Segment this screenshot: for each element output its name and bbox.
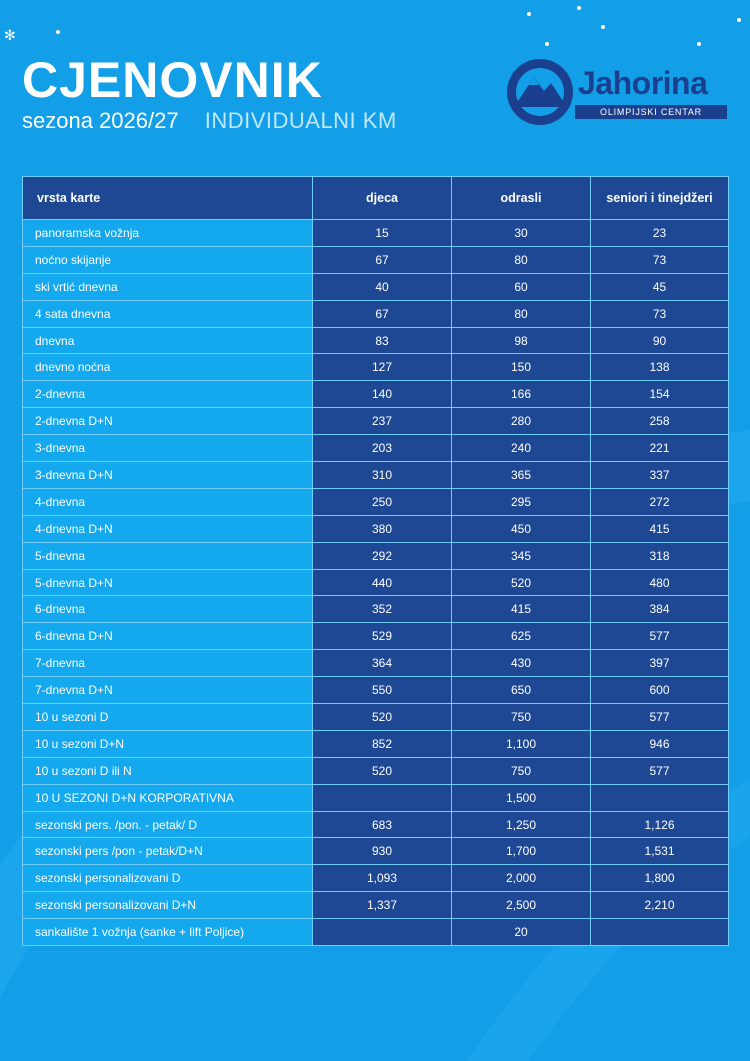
adults-price-cell: 1,500 xyxy=(452,784,591,811)
ticket-type-cell: 10 u sezoni D xyxy=(23,704,313,731)
adults-price-cell: 625 xyxy=(452,623,591,650)
ticket-type-cell: 3-dnevna D+N xyxy=(23,462,313,489)
table-header-row xyxy=(23,177,729,220)
ticket-type-cell: 2-dnevna xyxy=(23,381,313,408)
star-dot-decoration xyxy=(601,25,605,29)
seniors-teens-price-cell xyxy=(591,919,729,946)
mountain-logo-icon xyxy=(503,55,577,129)
ticket-type-cell: ski vrtić dnevna xyxy=(23,273,313,300)
children-price-cell: 140 xyxy=(313,381,452,408)
star-dot-decoration xyxy=(56,30,60,34)
star-dot-decoration xyxy=(577,6,581,10)
adults-price-cell: 750 xyxy=(452,757,591,784)
table-row xyxy=(23,327,729,354)
children-price-cell: 520 xyxy=(313,757,452,784)
table-row xyxy=(23,435,729,462)
ticket-type-cell: sezonski pers. /pon. - petak/ D xyxy=(23,811,313,838)
price-table xyxy=(22,176,729,946)
table-row xyxy=(23,408,729,435)
seniors-teens-price-cell: 1,126 xyxy=(591,811,729,838)
snowflake-icon: ✻ xyxy=(4,27,16,43)
children-price-cell: 683 xyxy=(313,811,452,838)
seniors-teens-price-cell: 318 xyxy=(591,542,729,569)
page-title: CJENOVNIK xyxy=(22,52,323,108)
children-price-cell: 310 xyxy=(313,462,452,489)
children-price-cell: 67 xyxy=(313,246,452,273)
ticket-type-cell: sankalište 1 vožnja (sanke + lift Poljice) xyxy=(23,919,313,946)
table-row xyxy=(23,246,729,273)
seniors-teens-price-cell: 73 xyxy=(591,246,729,273)
seniors-teens-price-cell: 946 xyxy=(591,730,729,757)
ticket-type-cell: 7-dnevna xyxy=(23,650,313,677)
adults-price-cell: 1,250 xyxy=(452,811,591,838)
adults-price-cell: 280 xyxy=(452,408,591,435)
seniors-teens-price-cell: 45 xyxy=(591,273,729,300)
children-price-cell: 550 xyxy=(313,677,452,704)
children-price-cell: 529 xyxy=(313,623,452,650)
children-price-cell: 852 xyxy=(313,730,452,757)
seniors-teens-price-cell: 577 xyxy=(591,704,729,731)
ticket-type-cell: 5-dnevna xyxy=(23,542,313,569)
seniors-teens-price-cell: 1,531 xyxy=(591,838,729,865)
children-price-cell: 352 xyxy=(313,596,452,623)
adults-price-cell: 345 xyxy=(452,542,591,569)
seniors-teens-price-cell: 258 xyxy=(591,408,729,435)
children-price-cell: 40 xyxy=(313,273,452,300)
season-label: sezona 2026/27 xyxy=(22,108,179,133)
children-price-cell: 67 xyxy=(313,300,452,327)
table-row xyxy=(23,650,729,677)
ticket-type-cell: 7-dnevna D+N xyxy=(23,677,313,704)
adults-price-cell: 98 xyxy=(452,327,591,354)
adults-price-cell: 2,500 xyxy=(452,892,591,919)
adults-price-cell: 20 xyxy=(452,919,591,946)
ticket-type-cell: 6-dnevna D+N xyxy=(23,623,313,650)
children-price-cell: 83 xyxy=(313,327,452,354)
seniors-teens-price-cell: 2,210 xyxy=(591,892,729,919)
adults-price-cell: 450 xyxy=(452,515,591,542)
table-row xyxy=(23,381,729,408)
adults-price-cell: 166 xyxy=(452,381,591,408)
table-row xyxy=(23,488,729,515)
children-price-cell: 203 xyxy=(313,435,452,462)
seniors-teens-price-cell: 337 xyxy=(591,462,729,489)
ticket-type-cell: 10 u sezoni D ili N xyxy=(23,757,313,784)
seniors-teens-price-cell xyxy=(591,784,729,811)
table-row xyxy=(23,892,729,919)
star-dot-decoration xyxy=(737,18,741,22)
table-row xyxy=(23,273,729,300)
adults-price-cell: 365 xyxy=(452,462,591,489)
table-row xyxy=(23,865,729,892)
seniors-teens-price-cell: 23 xyxy=(591,220,729,247)
column-header-ticket-type: vrsta karte xyxy=(23,177,313,220)
table-row xyxy=(23,784,729,811)
star-dot-decoration xyxy=(545,42,549,46)
table-row xyxy=(23,623,729,650)
ticket-type-cell: 2-dnevna D+N xyxy=(23,408,313,435)
table-row xyxy=(23,300,729,327)
children-price-cell: 364 xyxy=(313,650,452,677)
ticket-type-cell: sezonski personalizovani D+N xyxy=(23,892,313,919)
ticket-type-cell: 6-dnevna xyxy=(23,596,313,623)
seniors-teens-price-cell: 221 xyxy=(591,435,729,462)
children-price-cell: 930 xyxy=(313,838,452,865)
ticket-type-cell: dnevna xyxy=(23,327,313,354)
table-row xyxy=(23,757,729,784)
adults-price-cell: 30 xyxy=(452,220,591,247)
seniors-teens-price-cell: 1,800 xyxy=(591,865,729,892)
seniors-teens-price-cell: 272 xyxy=(591,488,729,515)
children-price-cell: 237 xyxy=(313,408,452,435)
ticket-type-cell: sezonski personalizovani D xyxy=(23,865,313,892)
ticket-type-cell: 10 U SEZONI D+N KORPORATIVNA xyxy=(23,784,313,811)
adults-price-cell: 150 xyxy=(452,354,591,381)
children-price-cell: 440 xyxy=(313,569,452,596)
seniors-teens-price-cell: 90 xyxy=(591,327,729,354)
adults-price-cell: 60 xyxy=(452,273,591,300)
jahorina-logo xyxy=(503,55,733,129)
adults-price-cell: 430 xyxy=(452,650,591,677)
children-price-cell: 380 xyxy=(313,515,452,542)
adults-price-cell: 1,700 xyxy=(452,838,591,865)
adults-price-cell: 415 xyxy=(452,596,591,623)
adults-price-cell: 1,100 xyxy=(452,730,591,757)
ticket-type-cell: 4-dnevna xyxy=(23,488,313,515)
adults-price-cell: 80 xyxy=(452,300,591,327)
table-row xyxy=(23,515,729,542)
children-price-cell xyxy=(313,784,452,811)
seniors-teens-price-cell: 415 xyxy=(591,515,729,542)
children-price-cell: 15 xyxy=(313,220,452,247)
ticket-type-cell: 4-dnevna D+N xyxy=(23,515,313,542)
children-price-cell: 1,337 xyxy=(313,892,452,919)
adults-price-cell: 80 xyxy=(452,246,591,273)
children-price-cell: 127 xyxy=(313,354,452,381)
column-header-children: djeca xyxy=(313,177,452,220)
table-row xyxy=(23,220,729,247)
adults-price-cell: 295 xyxy=(452,488,591,515)
children-price-cell: 292 xyxy=(313,542,452,569)
logo-wordmark: Jahorina xyxy=(578,65,708,101)
adults-price-cell: 2,000 xyxy=(452,865,591,892)
table-row xyxy=(23,838,729,865)
ticket-type-cell: dnevno noćna xyxy=(23,354,313,381)
table-row xyxy=(23,596,729,623)
table-row xyxy=(23,542,729,569)
column-header-seniors-teens: seniori i tinejdžeri xyxy=(591,177,729,220)
seniors-teens-price-cell: 600 xyxy=(591,677,729,704)
price-table-body xyxy=(23,220,729,946)
seniors-teens-price-cell: 480 xyxy=(591,569,729,596)
seniors-teens-price-cell: 154 xyxy=(591,381,729,408)
ticket-type-cell: 5-dnevna D+N xyxy=(23,569,313,596)
ticket-type-cell: 3-dnevna xyxy=(23,435,313,462)
adults-price-cell: 750 xyxy=(452,704,591,731)
children-price-cell xyxy=(313,919,452,946)
star-dot-decoration xyxy=(697,42,701,46)
column-header-adults: odrasli xyxy=(452,177,591,220)
seniors-teens-price-cell: 138 xyxy=(591,354,729,381)
ticket-type-cell: 10 u sezoni D+N xyxy=(23,730,313,757)
seniors-teens-price-cell: 577 xyxy=(591,757,729,784)
seniors-teens-price-cell: 73 xyxy=(591,300,729,327)
adults-price-cell: 240 xyxy=(452,435,591,462)
table-row xyxy=(23,919,729,946)
table-row xyxy=(23,354,729,381)
children-price-cell: 250 xyxy=(313,488,452,515)
seniors-teens-price-cell: 577 xyxy=(591,623,729,650)
seniors-teens-price-cell: 384 xyxy=(591,596,729,623)
table-row xyxy=(23,811,729,838)
ticket-type-cell: noćno skijanje xyxy=(23,246,313,273)
seniors-teens-price-cell: 397 xyxy=(591,650,729,677)
table-row xyxy=(23,677,729,704)
ticket-type-cell: 4 sata dnevna xyxy=(23,300,313,327)
table-row xyxy=(23,569,729,596)
logo-tagline: OLIMPIJSKI CENTAR xyxy=(575,105,727,119)
table-row xyxy=(23,462,729,489)
season-row xyxy=(22,108,397,134)
table-row xyxy=(23,730,729,757)
adults-price-cell: 650 xyxy=(452,677,591,704)
ticket-type-cell: sezonski pers /pon - petak/D+N xyxy=(23,838,313,865)
ticket-type-cell: panoramska vožnja xyxy=(23,220,313,247)
children-price-cell: 520 xyxy=(313,704,452,731)
table-row xyxy=(23,704,729,731)
subtitle-label: INDIVIDUALNI KM xyxy=(204,108,397,133)
adults-price-cell: 520 xyxy=(452,569,591,596)
star-dot-decoration xyxy=(527,12,531,16)
children-price-cell: 1,093 xyxy=(313,865,452,892)
